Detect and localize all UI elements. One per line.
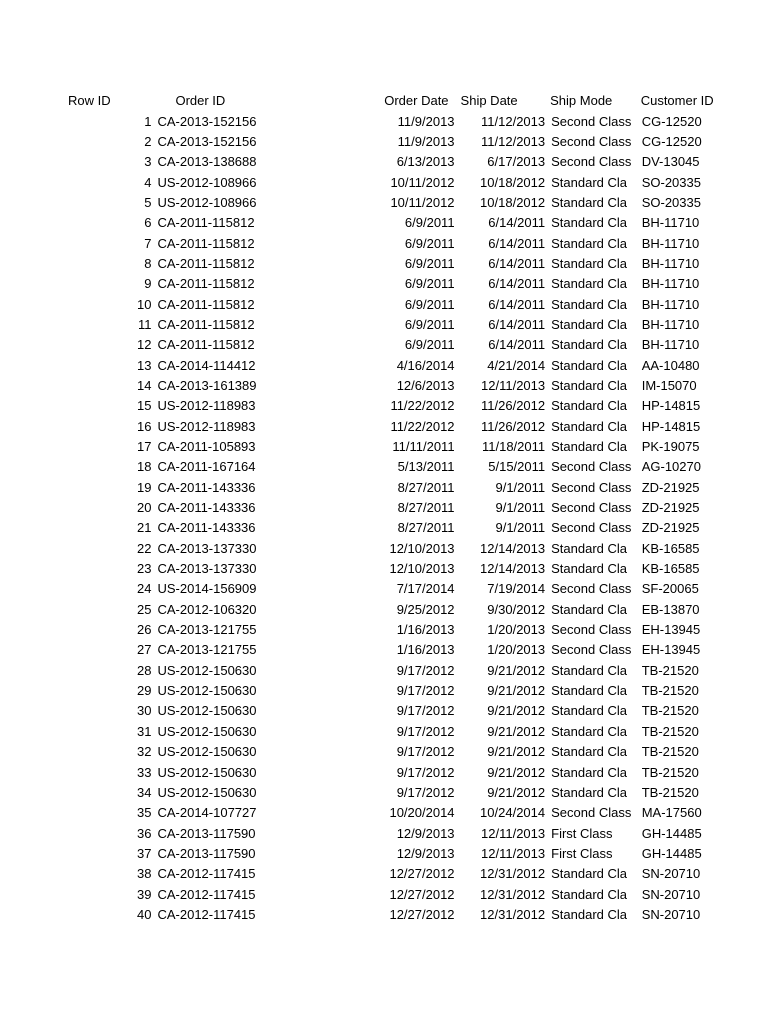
ship-date-cell[interactable]: 9/1/2011	[495, 520, 546, 536]
header-order-date[interactable]: Order Date	[384, 93, 449, 109]
table-row	[65, 579, 745, 599]
table-row	[65, 152, 745, 172]
header-row-id[interactable]: Row ID	[68, 93, 111, 109]
ship-mode-cell[interactable]: Standard Cla	[551, 357, 628, 373]
table-row	[65, 233, 745, 253]
order-date-cell[interactable]: 10/20/2014	[389, 805, 455, 821]
customer-id-cell[interactable]: BH-11710	[641, 316, 700, 332]
table-row	[65, 457, 745, 477]
row-id-cell[interactable]: 25	[137, 601, 152, 617]
customer-id-cell[interactable]: TB-21520	[641, 683, 699, 699]
ship-date-cell[interactable]: 12/11/2013	[481, 377, 546, 393]
ship-mode-cell[interactable]: Standard Cla	[551, 540, 628, 556]
row-id-cell[interactable]: 16	[137, 418, 152, 434]
row-id-cell[interactable]: 7	[144, 235, 152, 251]
header-row	[65, 91, 745, 111]
customer-id-cell[interactable]: EH-13945	[641, 642, 701, 658]
order-table	[65, 91, 745, 925]
row-id-cell[interactable]: 20	[137, 500, 152, 516]
customer-id-cell[interactable]: SO-20335	[641, 174, 701, 190]
ship-mode-cell[interactable]: Second Class	[551, 520, 632, 536]
row-id-cell[interactable]: 27	[137, 642, 152, 658]
order-date-cell[interactable]: 11/9/2013	[397, 113, 455, 129]
order-id-cell[interactable]: CA-2013-121755	[157, 622, 257, 638]
order-date-cell[interactable]: 9/17/2012	[396, 764, 455, 780]
customer-id-cell[interactable]: ZD-21925	[641, 520, 700, 536]
ship-date-cell[interactable]: 12/11/2013	[481, 825, 546, 841]
order-id-cell[interactable]: US-2014-156909	[157, 581, 257, 597]
ship-date-cell[interactable]: 12/31/2012	[480, 866, 546, 882]
table-row	[65, 620, 745, 640]
table-row	[65, 600, 745, 620]
table-row	[65, 193, 745, 213]
order-date-cell[interactable]: 7/17/2014	[396, 581, 455, 597]
ship-date-cell[interactable]: 12/11/2013	[481, 845, 546, 861]
order-date-cell[interactable]: 12/27/2012	[389, 886, 455, 902]
order-date-cell[interactable]: 12/27/2012	[389, 906, 455, 922]
customer-id-cell[interactable]: SN-20710	[641, 906, 701, 922]
order-id-cell[interactable]: CA-2011-115812	[157, 235, 255, 251]
ship-date-cell[interactable]: 12/31/2012	[480, 886, 546, 902]
row-id-cell[interactable]: 15	[137, 398, 152, 414]
table-row	[65, 823, 745, 843]
ship-date-cell[interactable]: 6/14/2011	[488, 255, 546, 271]
ship-mode-cell[interactable]: Second Class	[551, 805, 632, 821]
table-row	[65, 478, 745, 498]
table-row	[65, 864, 745, 884]
ship-date-cell[interactable]: 6/17/2013	[487, 154, 546, 170]
ship-date-cell[interactable]: 10/18/2012	[480, 174, 546, 190]
row-id-cell[interactable]: 10	[137, 296, 152, 312]
table-row	[65, 844, 745, 864]
order-id-cell[interactable]: US-2012-150630	[157, 764, 257, 780]
order-id-cell[interactable]: CA-2011-115812	[157, 276, 255, 292]
customer-id-cell[interactable]: EH-13945	[641, 622, 701, 638]
order-id-cell[interactable]: CA-2013-121755	[157, 642, 257, 658]
ship-date-cell[interactable]: 6/14/2011	[488, 337, 546, 353]
order-date-cell[interactable]: 6/9/2011	[404, 215, 455, 231]
row-id-cell[interactable]: 5	[144, 194, 152, 210]
customer-id-cell[interactable]: KB-16585	[641, 540, 700, 556]
order-id-cell[interactable]: US-2012-118983	[157, 418, 256, 434]
ship-mode-cell[interactable]: Standard Cla	[551, 316, 628, 332]
order-id-cell[interactable]: CA-2011-115812	[157, 337, 255, 353]
ship-mode-cell[interactable]: Standard Cla	[551, 418, 628, 434]
order-id-cell[interactable]: US-2012-108966	[157, 194, 257, 210]
row-id-cell[interactable]: 2	[144, 133, 152, 149]
header-order-id[interactable]: Order ID	[175, 93, 226, 109]
row-id-cell[interactable]: 19	[137, 479, 152, 495]
order-id-cell[interactable]: CA-2013-152156	[157, 113, 257, 129]
customer-id-cell[interactable]: HP-14815	[641, 398, 701, 414]
table-row	[65, 294, 745, 314]
table-row	[65, 783, 745, 803]
customer-id-cell[interactable]: SF-20065	[641, 581, 699, 597]
ship-date-cell[interactable]: 9/21/2012	[487, 764, 546, 780]
table-row	[65, 315, 745, 335]
table-row	[65, 254, 745, 274]
order-date-cell[interactable]: 6/9/2011	[404, 296, 455, 312]
table-row	[65, 661, 745, 681]
ship-date-cell[interactable]: 9/1/2011	[495, 500, 546, 516]
order-date-cell[interactable]: 1/16/2013	[396, 642, 455, 658]
customer-id-cell[interactable]: DV-13045	[641, 154, 700, 170]
customer-id-cell[interactable]: CG-12520	[641, 113, 702, 129]
ship-date-cell[interactable]: 9/21/2012	[487, 744, 546, 760]
order-id-cell[interactable]: US-2012-150630	[157, 723, 257, 739]
order-date-cell[interactable]: 11/9/2013	[397, 133, 455, 149]
order-id-cell[interactable]: CA-2011-143336	[157, 520, 256, 536]
order-id-cell[interactable]: CA-2013-137330	[157, 561, 257, 577]
row-id-cell[interactable]: 22	[137, 540, 152, 556]
ship-mode-cell[interactable]: Second Class	[551, 459, 632, 475]
row-id-cell[interactable]: 23	[137, 561, 152, 577]
ship-mode-cell[interactable]: Standard Cla	[551, 784, 628, 800]
table-row	[65, 762, 745, 782]
ship-date-cell[interactable]: 1/20/2013	[487, 622, 546, 638]
table-row	[65, 722, 745, 742]
order-date-cell[interactable]: 5/13/2011	[397, 459, 455, 475]
row-id-cell[interactable]: 21	[137, 520, 152, 536]
order-id-cell[interactable]: CA-2011-143336	[157, 479, 256, 495]
ship-date-cell[interactable]: 6/14/2011	[488, 296, 546, 312]
ship-mode-cell[interactable]: Second Class	[551, 642, 632, 658]
order-id-cell[interactable]: CA-2011-105893	[157, 439, 256, 455]
ship-date-cell[interactable]: 9/30/2012	[487, 601, 546, 617]
ship-mode-cell[interactable]: Standard Cla	[551, 255, 628, 271]
order-id-cell[interactable]: CA-2014-114412	[157, 357, 256, 373]
customer-id-cell[interactable]: GH-14485	[641, 825, 702, 841]
row-id-cell[interactable]: 18	[137, 459, 152, 475]
row-id-cell[interactable]: 40	[137, 906, 152, 922]
order-id-cell[interactable]: CA-2012-106320	[157, 601, 257, 617]
order-date-cell[interactable]: 11/22/2012	[390, 418, 455, 434]
row-id-cell[interactable]: 3	[144, 154, 152, 170]
row-id-cell[interactable]: 8	[144, 255, 152, 271]
ship-date-cell[interactable]: 1/20/2013	[487, 642, 546, 658]
ship-mode-cell[interactable]: Standard Cla	[551, 561, 628, 577]
order-id-cell[interactable]: CA-2011-115812	[157, 296, 255, 312]
order-date-cell[interactable]: 6/9/2011	[404, 235, 455, 251]
row-id-cell[interactable]: 4	[144, 174, 152, 190]
ship-mode-cell[interactable]: Standard Cla	[551, 194, 628, 210]
customer-id-cell[interactable]: HP-14815	[641, 418, 701, 434]
order-id-cell[interactable]: CA-2013-138688	[157, 154, 257, 170]
order-id-cell[interactable]: US-2012-150630	[157, 784, 257, 800]
ship-mode-cell[interactable]: Second Class	[551, 500, 632, 516]
header-ship-mode[interactable]: Ship Mode	[550, 93, 613, 109]
ship-mode-cell[interactable]: First Class	[551, 845, 613, 861]
row-id-cell[interactable]: 12	[137, 337, 152, 353]
ship-mode-cell[interactable]: Second Class	[551, 113, 632, 129]
order-id-cell[interactable]: CA-2014-107727	[157, 805, 257, 821]
order-date-cell[interactable]: 9/17/2012	[396, 784, 455, 800]
ship-mode-cell[interactable]: Standard Cla	[551, 703, 628, 719]
customer-id-cell[interactable]: CG-12520	[641, 133, 702, 149]
table-row	[65, 681, 745, 701]
order-id-cell[interactable]: CA-2012-117415	[157, 906, 256, 922]
table-row	[65, 417, 745, 437]
table-row	[65, 559, 745, 579]
table-row	[65, 355, 745, 375]
ship-mode-cell[interactable]: Second Class	[551, 479, 632, 495]
ship-mode-cell[interactable]: Second Class	[551, 581, 632, 597]
ship-mode-cell[interactable]: Standard Cla	[551, 764, 628, 780]
table-row	[65, 376, 745, 396]
customer-id-cell[interactable]: BH-11710	[641, 255, 700, 271]
ship-date-cell[interactable]: 11/18/2011	[481, 439, 546, 455]
ship-date-cell[interactable]: 12/31/2012	[480, 906, 546, 922]
table-row	[65, 274, 745, 294]
order-date-cell[interactable]: 6/9/2011	[404, 337, 455, 353]
order-id-cell[interactable]: US-2012-150630	[157, 703, 257, 719]
customer-id-cell[interactable]: TB-21520	[641, 703, 699, 719]
table-row	[65, 396, 745, 416]
row-id-cell[interactable]: 17	[137, 439, 152, 455]
order-date-cell[interactable]: 11/22/2012	[390, 398, 455, 414]
order-date-cell[interactable]: 6/9/2011	[404, 316, 455, 332]
ship-date-cell[interactable]: 7/19/2014	[487, 581, 546, 597]
table-row	[65, 742, 745, 762]
order-id-cell[interactable]: US-2012-118983	[157, 398, 256, 414]
ship-date-cell[interactable]: 6/14/2011	[488, 276, 546, 292]
ship-mode-cell[interactable]: Standard Cla	[551, 215, 628, 231]
ship-mode-cell[interactable]: Standard Cla	[551, 174, 628, 190]
order-id-cell[interactable]: CA-2013-117590	[157, 845, 256, 861]
ship-mode-cell[interactable]: Standard Cla	[551, 439, 628, 455]
table-row	[65, 701, 745, 721]
table-row	[65, 213, 745, 233]
row-id-cell[interactable]: 37	[137, 845, 152, 861]
ship-date-cell[interactable]: 9/21/2012	[487, 784, 546, 800]
ship-date-cell[interactable]: 12/14/2013	[480, 540, 546, 556]
order-id-cell[interactable]: CA-2012-117415	[157, 886, 256, 902]
order-id-cell[interactable]: CA-2011-167164	[157, 459, 256, 475]
ship-mode-cell[interactable]: Standard Cla	[551, 683, 628, 699]
customer-id-cell[interactable]: PK-19075	[641, 439, 700, 455]
order-date-cell[interactable]: 8/27/2011	[397, 520, 455, 536]
order-date-cell[interactable]: 11/11/2011	[392, 439, 455, 455]
table-row	[65, 905, 745, 925]
table-row	[65, 884, 745, 904]
order-id-cell[interactable]: US-2012-108966	[157, 174, 257, 190]
ship-mode-cell[interactable]: Standard Cla	[551, 886, 628, 902]
order-id-cell[interactable]: CA-2011-115812	[157, 255, 255, 271]
order-id-cell[interactable]: CA-2011-143336	[157, 500, 256, 516]
ship-mode-cell[interactable]: Second Class	[551, 154, 632, 170]
ship-date-cell[interactable]: 9/1/2011	[495, 479, 546, 495]
customer-id-cell[interactable]: BH-11710	[641, 296, 700, 312]
row-id-cell[interactable]: 9	[144, 276, 152, 292]
ship-date-cell[interactable]: 9/21/2012	[487, 662, 546, 678]
ship-mode-cell[interactable]: Standard Cla	[551, 906, 628, 922]
ship-date-cell[interactable]: 10/18/2012	[480, 194, 546, 210]
order-date-cell[interactable]: 9/25/2012	[396, 601, 455, 617]
ship-mode-cell[interactable]: Standard Cla	[551, 377, 628, 393]
order-id-cell[interactable]: CA-2011-115812	[157, 316, 255, 332]
ship-date-cell[interactable]: 9/21/2012	[487, 683, 546, 699]
ship-date-cell[interactable]: 9/21/2012	[487, 703, 546, 719]
ship-mode-cell[interactable]: Second Class	[551, 133, 632, 149]
order-date-cell[interactable]: 6/13/2013	[396, 154, 455, 170]
order-id-cell[interactable]: CA-2011-115812	[157, 215, 255, 231]
order-date-cell[interactable]: 12/6/2013	[396, 377, 455, 393]
table-row	[65, 335, 745, 355]
customer-id-cell[interactable]: IM-15070	[641, 377, 697, 393]
order-date-cell[interactable]: 8/27/2011	[397, 479, 455, 495]
table-row	[65, 172, 745, 192]
order-id-cell[interactable]: CA-2013-117590	[157, 825, 256, 841]
order-date-cell[interactable]: 9/17/2012	[396, 744, 455, 760]
row-id-cell[interactable]: 38	[137, 866, 152, 882]
table-row	[65, 132, 745, 152]
row-id-cell[interactable]: 24	[137, 581, 152, 597]
order-id-cell[interactable]: CA-2013-161389	[157, 377, 257, 393]
order-date-cell[interactable]: 12/27/2012	[389, 866, 455, 882]
order-date-cell[interactable]: 1/16/2013	[396, 622, 455, 638]
customer-id-cell[interactable]: AA-10480	[641, 357, 700, 373]
customer-id-cell[interactable]: ZD-21925	[641, 500, 700, 516]
row-id-cell[interactable]: 26	[137, 622, 152, 638]
header-customer-id[interactable]: Customer ID	[640, 93, 714, 109]
ship-date-cell[interactable]: 6/14/2011	[488, 215, 546, 231]
order-date-cell[interactable]: 4/16/2014	[396, 357, 455, 373]
ship-date-cell[interactable]: 11/26/2012	[481, 418, 546, 434]
row-id-cell[interactable]: 11	[137, 316, 152, 332]
order-date-cell[interactable]: 12/9/2013	[396, 825, 455, 841]
order-date-cell[interactable]: 10/11/2012	[390, 194, 455, 210]
customer-id-cell[interactable]: GH-14485	[641, 845, 702, 861]
row-id-cell[interactable]: 32	[137, 744, 152, 760]
order-id-cell[interactable]: US-2012-150630	[157, 683, 257, 699]
customer-id-cell[interactable]: TB-21520	[641, 784, 699, 800]
order-date-cell[interactable]: 9/17/2012	[396, 703, 455, 719]
row-id-cell[interactable]: 30	[137, 703, 152, 719]
ship-mode-cell[interactable]: Standard Cla	[551, 866, 628, 882]
customer-id-cell[interactable]: BH-11710	[641, 337, 700, 353]
ship-date-cell[interactable]: 11/12/2013	[481, 113, 546, 129]
customer-id-cell[interactable]: SN-20710	[641, 886, 701, 902]
ship-date-cell[interactable]: 11/26/2012	[481, 398, 546, 414]
ship-mode-cell[interactable]: Standard Cla	[551, 235, 628, 251]
order-date-cell[interactable]: 9/17/2012	[396, 683, 455, 699]
order-date-cell[interactable]: 12/10/2013	[389, 540, 455, 556]
ship-mode-cell[interactable]: Second Class	[551, 622, 632, 638]
row-id-cell[interactable]: 13	[137, 357, 152, 373]
row-id-cell[interactable]: 33	[137, 764, 152, 780]
customer-id-cell[interactable]: TB-21520	[641, 764, 699, 780]
ship-date-cell[interactable]: 10/24/2014	[480, 805, 546, 821]
order-id-cell[interactable]: US-2012-150630	[157, 744, 257, 760]
row-id-cell[interactable]: 36	[137, 825, 152, 841]
customer-id-cell[interactable]: MA-17560	[641, 805, 702, 821]
customer-id-cell[interactable]: BH-11710	[641, 276, 700, 292]
row-id-cell[interactable]: 31	[137, 723, 152, 739]
table-row	[65, 498, 745, 518]
row-id-cell[interactable]: 1	[144, 113, 152, 129]
ship-date-cell[interactable]: 6/14/2011	[488, 235, 546, 251]
header-ship-date[interactable]: Ship Date	[460, 93, 518, 109]
ship-date-cell[interactable]: 4/21/2014	[487, 357, 546, 373]
row-id-cell[interactable]: 35	[137, 805, 152, 821]
table-row	[65, 539, 745, 559]
row-id-cell[interactable]: 29	[137, 683, 152, 699]
ship-date-cell[interactable]: 9/21/2012	[487, 723, 546, 739]
row-id-cell[interactable]: 6	[144, 215, 152, 231]
table-row	[65, 437, 745, 457]
customer-id-cell[interactable]: AG-10270	[641, 459, 701, 475]
row-id-cell[interactable]: 34	[137, 784, 152, 800]
customer-id-cell[interactable]: TB-21520	[641, 723, 699, 739]
table-row	[65, 111, 745, 131]
ship-mode-cell[interactable]: Standard Cla	[551, 398, 628, 414]
ship-mode-cell[interactable]: Standard Cla	[551, 296, 628, 312]
order-id-cell[interactable]: CA-2013-137330	[157, 540, 257, 556]
order-date-cell[interactable]: 8/27/2011	[397, 500, 455, 516]
order-id-cell[interactable]: CA-2013-152156	[157, 133, 257, 149]
ship-date-cell[interactable]: 6/14/2011	[488, 316, 546, 332]
ship-date-cell[interactable]: 12/14/2013	[480, 561, 546, 577]
table-row	[65, 640, 745, 660]
customer-id-cell[interactable]: SO-20335	[641, 194, 701, 210]
order-date-cell[interactable]: 10/11/2012	[390, 174, 455, 190]
customer-id-cell[interactable]: SN-20710	[641, 866, 701, 882]
customer-id-cell[interactable]: ZD-21925	[641, 479, 700, 495]
ship-date-cell[interactable]: 5/15/2011	[488, 459, 546, 475]
order-date-cell[interactable]: 6/9/2011	[404, 276, 455, 292]
order-date-cell[interactable]: 12/9/2013	[396, 845, 455, 861]
ship-date-cell[interactable]: 11/12/2013	[481, 133, 546, 149]
ship-mode-cell[interactable]: Standard Cla	[551, 744, 628, 760]
row-id-cell[interactable]: 28	[137, 662, 152, 678]
table-row	[65, 518, 745, 538]
row-id-cell[interactable]: 14	[137, 377, 152, 393]
ship-mode-cell[interactable]: Standard Cla	[551, 276, 628, 292]
customer-id-cell[interactable]: TB-21520	[641, 744, 699, 760]
order-id-cell[interactable]: US-2012-150630	[157, 662, 257, 678]
ship-mode-cell[interactable]: Standard Cla	[551, 662, 628, 678]
order-date-cell[interactable]: 9/17/2012	[396, 662, 455, 678]
row-id-cell[interactable]: 39	[137, 886, 152, 902]
ship-mode-cell[interactable]: Standard Cla	[551, 601, 628, 617]
customer-id-cell[interactable]: BH-11710	[641, 215, 700, 231]
customer-id-cell[interactable]: EB-13870	[641, 601, 700, 617]
order-id-cell[interactable]: CA-2012-117415	[157, 866, 256, 882]
customer-id-cell[interactable]: KB-16585	[641, 561, 700, 577]
ship-mode-cell[interactable]: Standard Cla	[551, 337, 628, 353]
customer-id-cell[interactable]: TB-21520	[641, 662, 699, 678]
ship-mode-cell[interactable]: Standard Cla	[551, 723, 628, 739]
order-date-cell[interactable]: 6/9/2011	[404, 255, 455, 271]
customer-id-cell[interactable]: BH-11710	[641, 235, 700, 251]
table-row	[65, 803, 745, 823]
order-date-cell[interactable]: 12/10/2013	[389, 561, 455, 577]
order-date-cell[interactable]: 9/17/2012	[396, 723, 455, 739]
spreadsheet-sheet	[0, 91, 768, 925]
ship-mode-cell[interactable]: First Class	[551, 825, 613, 841]
